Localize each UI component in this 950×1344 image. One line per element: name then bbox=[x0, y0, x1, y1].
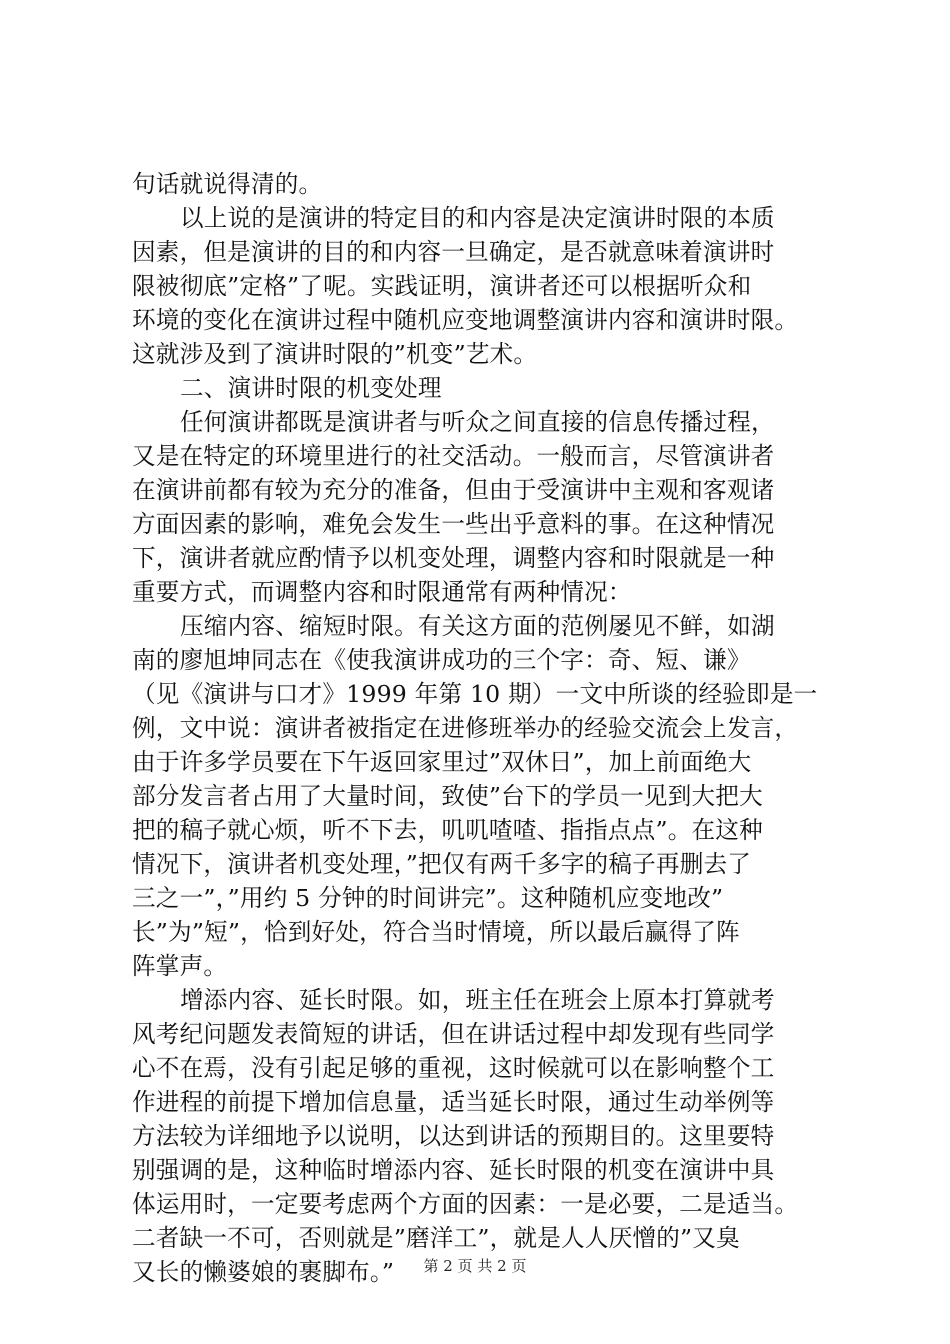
text-line: 由于许多学员要在下午返回家里过”双休日”，加上前面绝大 bbox=[132, 748, 752, 776]
text-line: 二者缺一不可，否则就是”磨洋工”，就是人人厌憎的”又臭 bbox=[132, 1224, 740, 1252]
text-line: 在演讲前都有较为充分的准备，但由于受演讲中主观和客观诸 bbox=[132, 476, 775, 504]
text-line: 又是在特定的环境里进行的社交活动。一般而言，尽管演讲者 bbox=[132, 442, 775, 470]
text-line: 这就涉及到了演讲时限的”机变”艺术。 bbox=[132, 340, 538, 368]
text-line: 阵掌声。 bbox=[132, 952, 228, 980]
text-line: 风考纪问题发表简短的讲话，但在讲话过程中却发现有些同学 bbox=[132, 1020, 775, 1048]
text-line: 下，演讲者就应酌情予以机变处理，调整内容和时限就是一种 bbox=[132, 544, 775, 572]
text-line: 别强调的是，这种临时增添内容、延长时限的机变在演讲中具 bbox=[132, 1156, 775, 1184]
text-line: 方法较为详细地予以说明，以达到讲话的预期目的。这里要特 bbox=[132, 1122, 775, 1150]
text-line: 增添内容、延长时限。如，班主任在班会上原本打算就考 bbox=[180, 986, 775, 1014]
page-footer: 第 2 页 共 2 页 bbox=[423, 1257, 527, 1275]
text-line: 长”为”短”，恰到好处，符合当时情境，所以最后赢得了阵 bbox=[132, 918, 740, 946]
text-line: 压缩内容、缩短时限。有关这方面的范例屡见不鲜，如湖 bbox=[180, 612, 775, 640]
text-line: 又长的懒婆娘的裹脚布。” bbox=[132, 1258, 395, 1286]
text-line: 环境的变化在演讲过程中随机应变地调整演讲内容和演讲时限。 bbox=[132, 306, 799, 334]
text-line: 重要方式，而调整内容和时限通常有两种情况： bbox=[132, 578, 632, 606]
text-line: 南的廖旭坤同志在《使我演讲成功的三个字：奇、短、谦》 bbox=[132, 646, 751, 674]
text-line: 作进程的前提下增加信息量，适当延长时限，通过生动举例等 bbox=[132, 1088, 775, 1116]
text-line: 句话就说得清的。 bbox=[132, 170, 323, 198]
text-line: 例，文中说：演讲者被指定在进修班举办的经验交流会上发言， bbox=[132, 714, 799, 742]
text-line: （见《演讲与口才》1999 年第 10 期）一文中所谈的经验即是一 bbox=[132, 680, 818, 708]
text-line: 三之一”，”用约 5 分钟的时间讲完”。这种随机应变地改” bbox=[132, 884, 724, 912]
text-line: 方面因素的影响，难免会发生一些出乎意料的事。在这种情况 bbox=[132, 510, 775, 538]
text-line: 因素，但是演讲的目的和内容一旦确定，是否就意味着演讲时 bbox=[132, 238, 775, 266]
text-line: 任何演讲都既是演讲者与听众之间直接的信息传播过程， bbox=[180, 408, 775, 436]
text-line: 体运用时，一定要考虑两个方面的因素：一是必要，二是适当。 bbox=[132, 1190, 799, 1218]
document-body bbox=[132, 167, 832, 1289]
text-line: 把的稿子就心烦，听不下去，叽叽喳喳、指指点点”。在这种 bbox=[132, 816, 763, 844]
text-line: 部分发言者占用了大量时间，致使”台下的学员一见到大把大 bbox=[132, 782, 763, 810]
text-line: 情况下，演讲者机变处理，”把仅有两千多字的稿子再删去了 bbox=[132, 850, 752, 878]
text-line: 心不在焉，没有引起足够的重视，这时候就可以在影响整个工 bbox=[132, 1054, 775, 1082]
text-line: 二、演讲时限的机变处理 bbox=[180, 374, 442, 402]
text-line: 以上说的是演讲的特定目的和内容是决定演讲时限的本质 bbox=[180, 204, 775, 232]
text-line: 限被彻底”定格”了呢。实践证明，演讲者还可以根据听众和 bbox=[132, 272, 752, 300]
